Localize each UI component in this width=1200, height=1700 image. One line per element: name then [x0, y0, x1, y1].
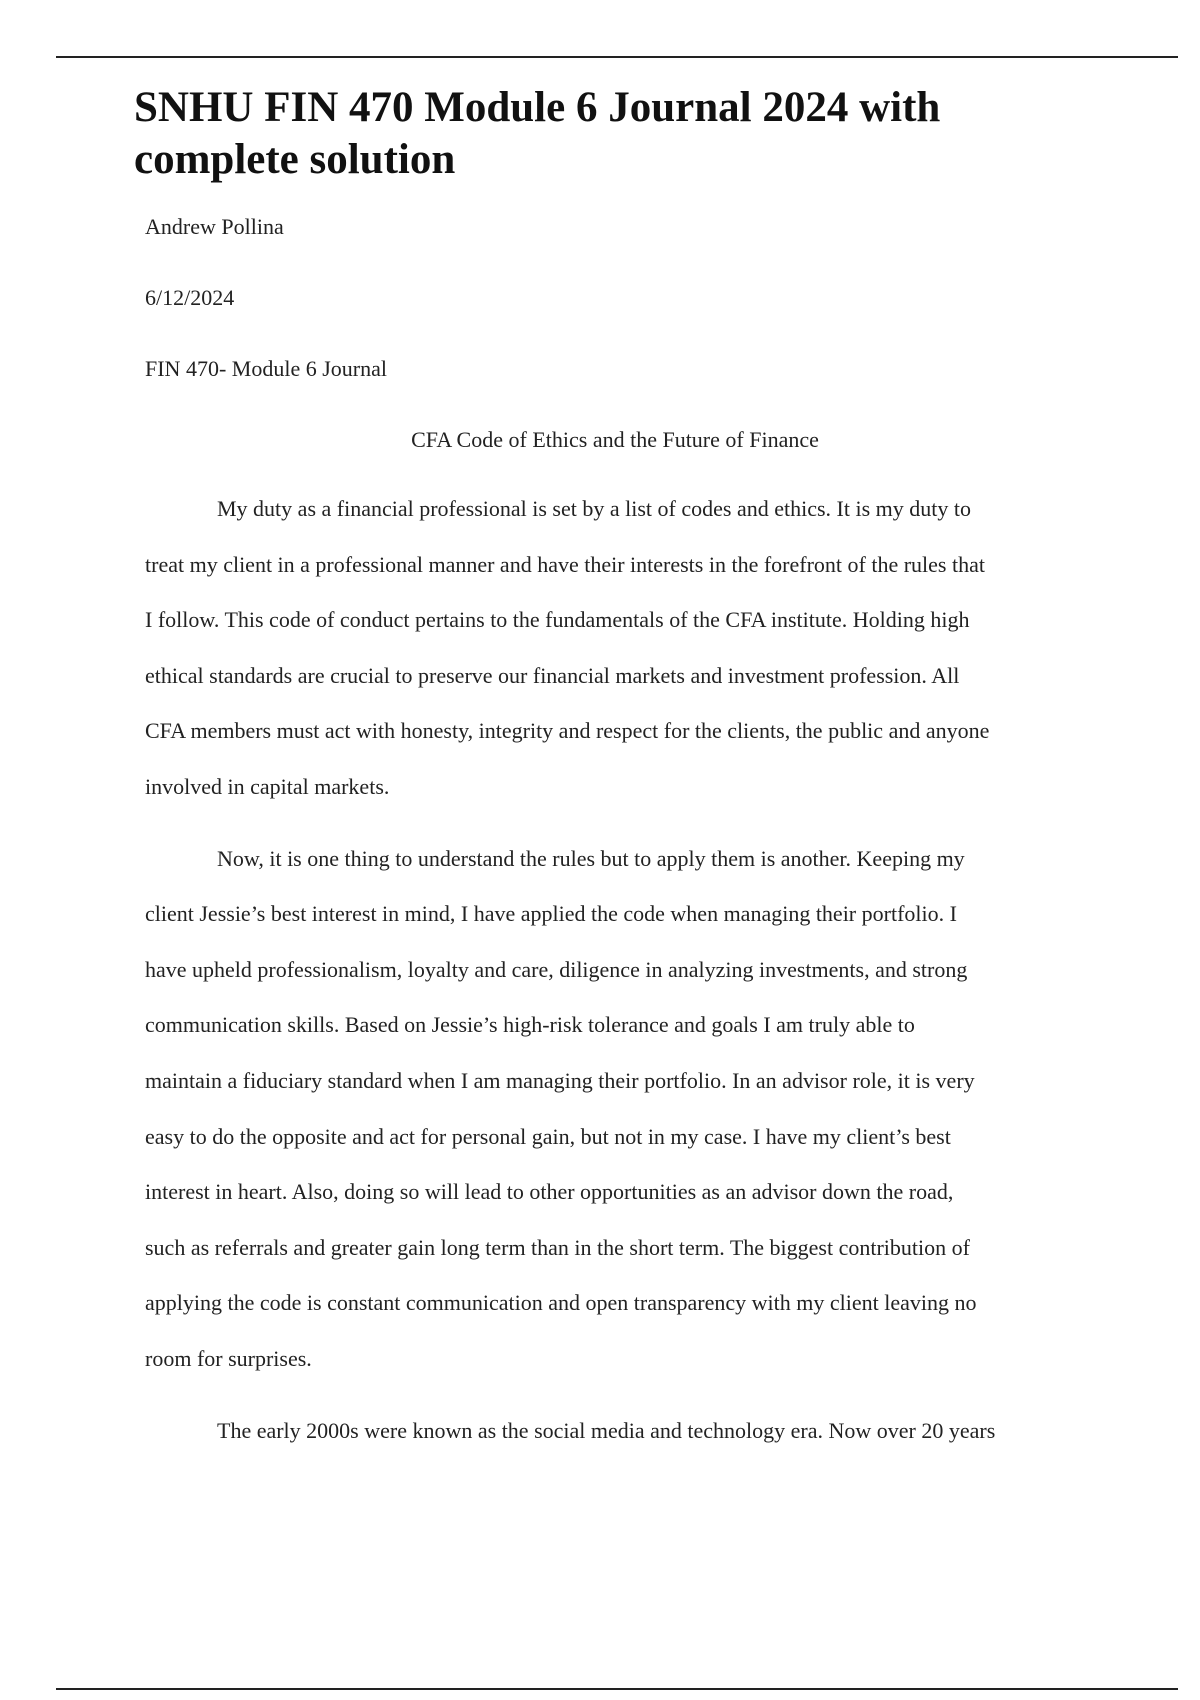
document-title: SNHU FIN 470 Module 6 Journal 2024 with complete solution — [134, 84, 941, 183]
paragraph-line: communication skills. Based on Jessie’s high-risk tolerance and goals I am truly able to — [145, 1012, 915, 1038]
paragraph-line: client Jessie’s best interest in mind, I have applied the code when managing their portfolio. I — [145, 901, 957, 927]
paragraph-line: such as referrals and greater gain long term than in the short term. The biggest contribution of — [145, 1234, 970, 1260]
paragraph-line: My duty as a financial professional is set by a list of codes and ethics. It is my duty to — [217, 496, 971, 521]
top-divider — [56, 56, 1178, 58]
course-line: FIN 470- Module 6 Journal — [145, 356, 387, 381]
section-title: CFA Code of Ethics and the Future of Finance — [411, 427, 819, 452]
paragraph-line: treat my client in a professional manner and have their interests in the forefront of the rules that — [145, 551, 985, 577]
paragraph-line: have upheld professionalism, loyalty and care, diligence in analyzing investments, and strong — [145, 956, 968, 982]
author-name: Andrew Pollina — [145, 214, 284, 239]
paragraph-line: involved in capital markets. — [145, 773, 390, 799]
document-date: 6/12/2024 — [145, 285, 235, 310]
paragraph-2 — [145, 831, 1085, 1387]
paragraph-1 — [145, 481, 1085, 815]
paragraph-line: I follow. This code of conduct pertains to the fundamentals of the CFA institute. Holding high — [145, 607, 970, 633]
paragraph-line: interest in heart. Also, doing so will lead to other opportunities as an advisor down the road, — [145, 1179, 954, 1205]
paragraph-line: room for surprises. — [145, 1345, 312, 1371]
bottom-divider — [56, 1688, 1178, 1690]
paragraph-line: maintain a fiduciary standard when I am managing their portfolio. In an advisor role, it is very — [145, 1067, 975, 1093]
paragraph-line: easy to do the opposite and act for personal gain, but not in my case. I have my client’s best — [145, 1123, 951, 1149]
paragraph-3 — [145, 1403, 1085, 1459]
document-body — [145, 213, 1085, 1474]
paragraph-line: The early 2000s were known as the social media and technology era. Now over 20 years — [217, 1417, 996, 1443]
paragraph-line: CFA members must act with honesty, integrity and respect for the clients, the public and anyone — [145, 718, 990, 744]
paragraph-line: applying the code is constant communication and open transparency with my client leaving no — [145, 1290, 977, 1316]
paragraph-line: Now, it is one thing to understand the rules but to apply them is another. Keeping my — [217, 845, 965, 871]
paragraph-line: ethical standards are crucial to preserve our financial markets and investment profession. All — [145, 662, 960, 688]
